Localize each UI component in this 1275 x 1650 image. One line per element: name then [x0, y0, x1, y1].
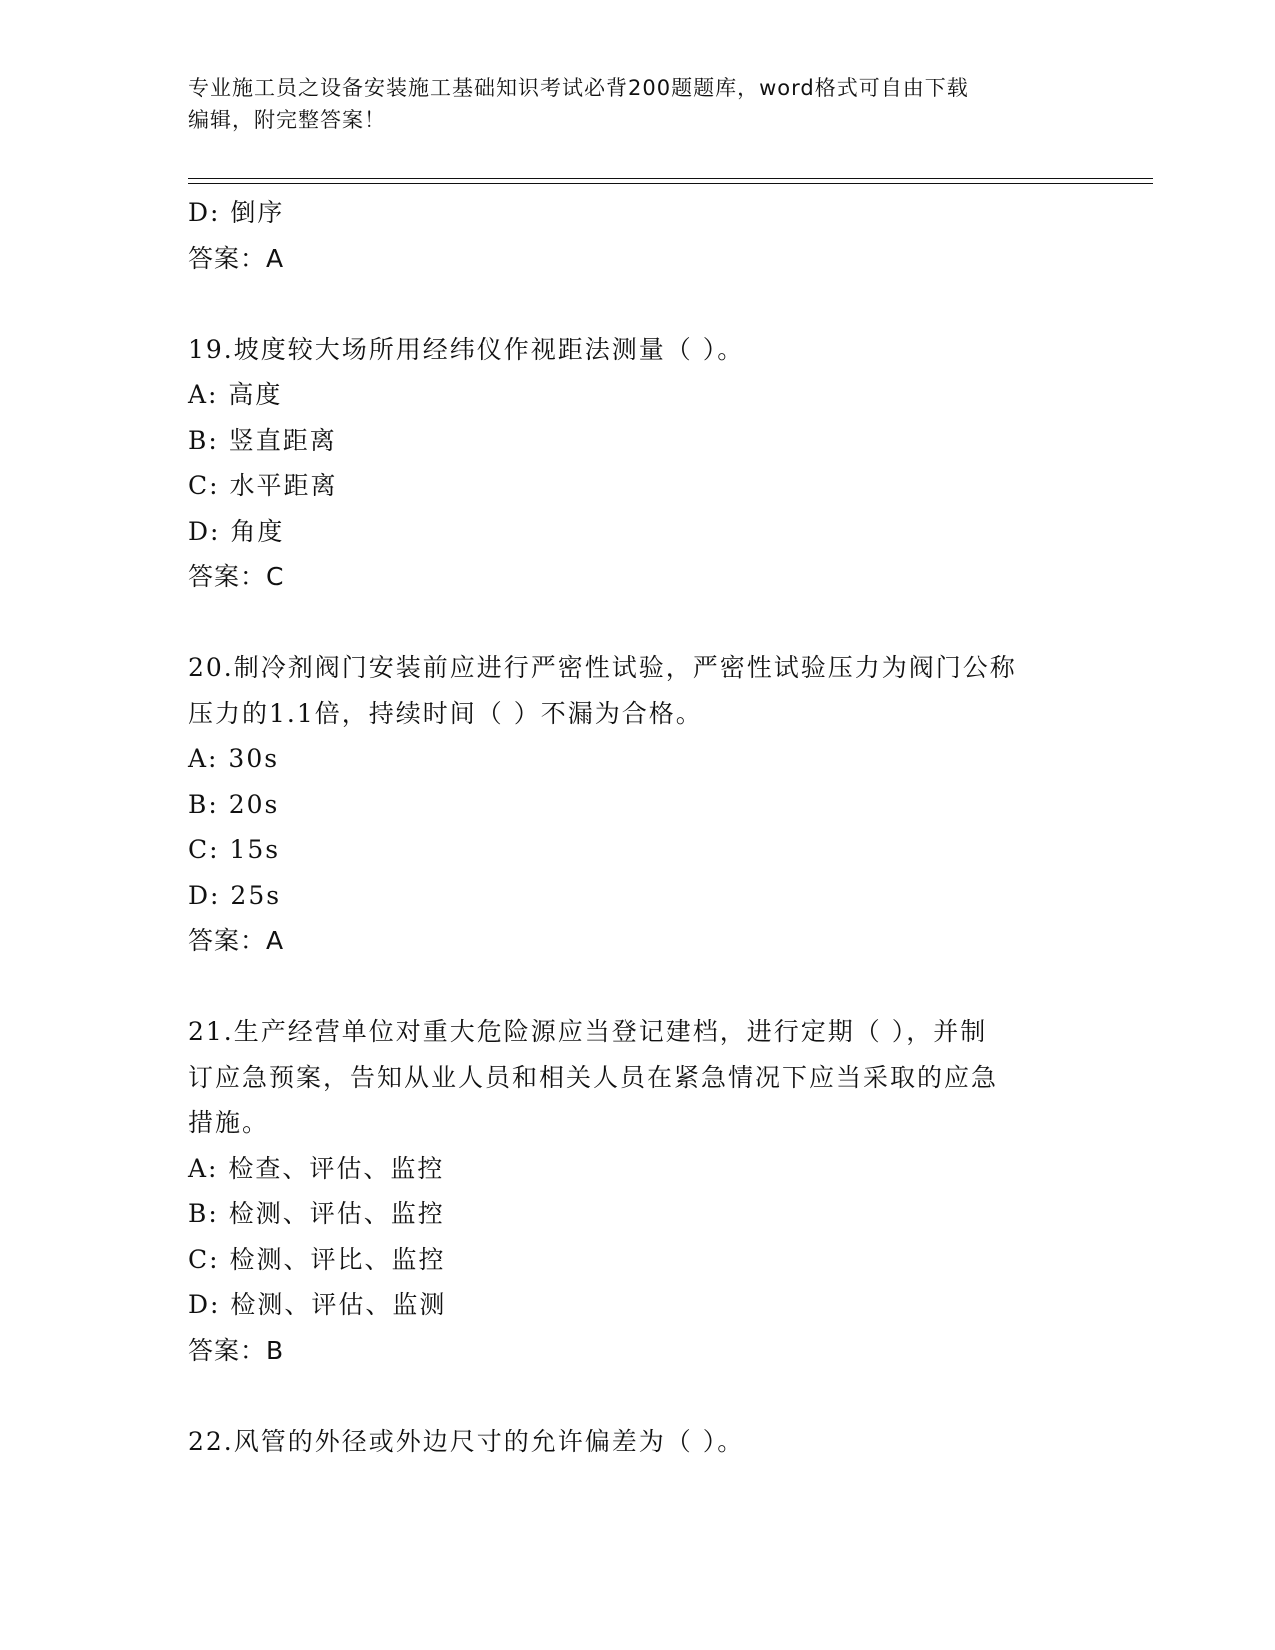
question-stem-line-1: 21.生产经营单位对重大危险源应当登记建档，进行定期（ ），并制	[188, 1017, 988, 1046]
question-stem-line-2: 压力的1.1倍，持续时间（ ）不漏为合格。	[188, 698, 703, 728]
option-d: D: 角度	[188, 516, 285, 546]
question-20	[188, 645, 1088, 964]
option-b: B: 检测、评估、监控	[188, 1199, 445, 1228]
answer-line: 答案：A	[188, 243, 285, 273]
question-22	[188, 1419, 1088, 1465]
spacer	[188, 281, 1088, 327]
question-list	[188, 190, 1088, 1464]
question-stem-line-2: 订应急预案，告知从业人员和相关人员在紧急情况下应当采取的应急	[188, 1062, 999, 1092]
option-b: B: 20s	[188, 789, 280, 819]
question-stem-line-3: 措施。	[188, 1108, 270, 1137]
question-19	[188, 327, 1088, 600]
header-divider-top	[188, 178, 1153, 179]
option-d: D: 检测、评估、监测	[188, 1290, 447, 1319]
spacer	[188, 1373, 1088, 1419]
answer-line: 答案：B	[188, 1335, 285, 1365]
answer-line: 答案：C	[188, 562, 285, 591]
option-c: C: 水平距离	[188, 471, 338, 500]
header-title-line-1: 专业施工员之设备安装施工基础知识考试必背200题题库，word格式可自由下载	[188, 76, 969, 100]
header-divider-bottom	[188, 183, 1153, 184]
question-stem: 19.坡度较大场所用经纬仪作视距法测量（ ）。	[188, 334, 745, 364]
option-a: A: 30s	[188, 744, 280, 773]
spacer	[188, 964, 1088, 1010]
option-b: B: 竖直距离	[188, 425, 337, 455]
option-d: D: 倒序	[188, 198, 285, 227]
question-stem-line-1: 20.制冷剂阀门安装前应进行严密性试验，严密性试验压力为阀门公称	[188, 653, 1017, 682]
option-a: A: 高度	[188, 380, 283, 409]
question-stem: 22.风管的外径或外边尺寸的允许偏差为（ ）。	[188, 1426, 745, 1456]
answer-line: 答案：A	[188, 926, 285, 955]
option-d: D: 25s	[188, 880, 282, 910]
option-a: A: 检查、评估、监控	[188, 1153, 445, 1183]
spacer	[188, 600, 1088, 646]
question-21	[188, 1009, 1088, 1373]
header-title-line-2: 编辑，附完整答案！	[188, 108, 386, 132]
option-c: C: 检测、评比、监控	[188, 1244, 446, 1274]
document-header	[188, 72, 1088, 136]
option-c: C: 15s	[188, 835, 281, 864]
